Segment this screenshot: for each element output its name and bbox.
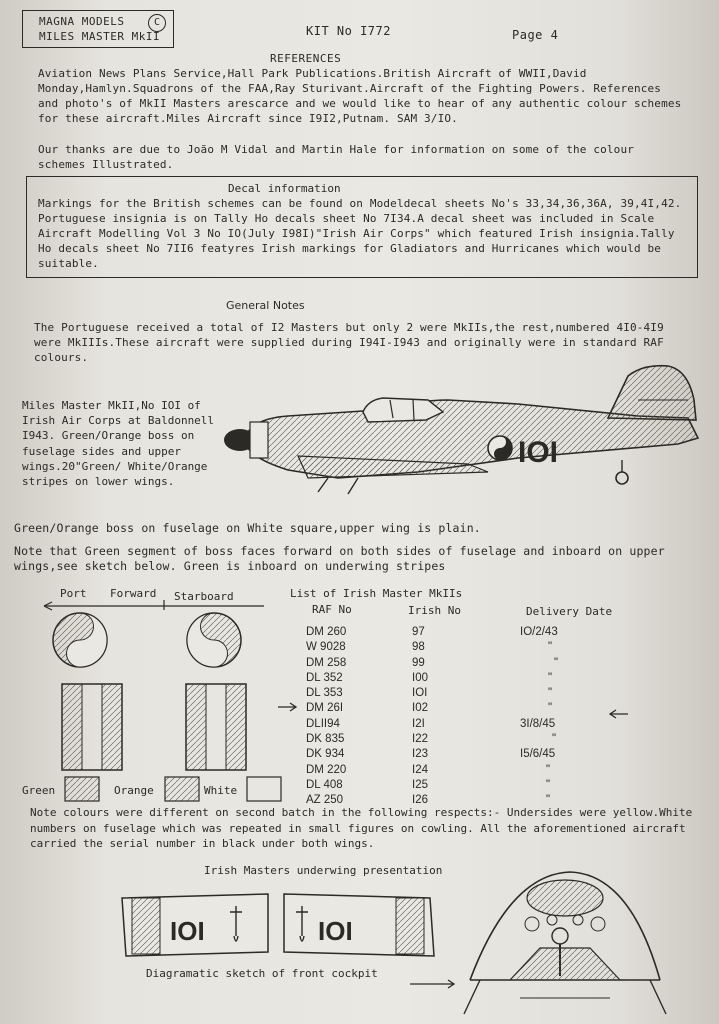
aircraft-serial-marking: IOI: [518, 436, 559, 469]
table-row: DM 26I: [306, 702, 344, 715]
raf-number-column: [306, 625, 386, 809]
decal-body: Markings for the British schemes can be found on Modeldecal sheets No's 33,34,36,36A, 39,4I,42. Portuguese insignia is on Tally Ho decals sheet No 7I34.A decal sheet was included in Scale Aircraft Modelling Vol 3 No IO(July I98I)"Irish Air Corps" which featured Irish insignia.Tally Ho decals sheet No 7II6 featyres Irish markings for Gladiators and Hurricanes which would be suitable.: [38, 197, 682, 270]
table-row: IO/2/43: [520, 626, 558, 638]
col-header-irish: Irish No: [408, 604, 461, 617]
cockpit-sketch: [460, 868, 670, 1018]
underwing-left-number: IOI: [170, 916, 205, 946]
table-row: DL 352: [306, 671, 343, 684]
aircraft-side-view-drawing: [218, 360, 708, 500]
decal-title: Decal information: [228, 182, 341, 195]
port-label: Port: [60, 587, 87, 600]
col-header-date: Delivery Date: [526, 605, 613, 618]
table-row: AZ 250: [306, 794, 344, 807]
serial-list-title: List of Irish Master MkIIs: [290, 587, 463, 600]
note-colours: Note colours were different on second batch in the following respects:- Undersides were yellow.White numbers on fuselage which was repeated in small figures on cowling. All the aforementioned aircraft carried the serial number in black under both wings.: [30, 806, 693, 850]
starboard-label: Starboard: [174, 590, 234, 603]
table-row: ": [546, 794, 551, 807]
table-row: 97: [412, 626, 425, 638]
table-row: DM 258: [306, 656, 347, 669]
col-header-raf: RAF No: [312, 603, 352, 616]
table-row: I00: [412, 671, 428, 684]
port-boss-icon: [50, 610, 110, 670]
cockpit-caption: Diagramatic sketch of front cockpit: [146, 967, 378, 980]
table-row: DL 353: [306, 687, 343, 700]
arrow-right-icon: [276, 701, 300, 713]
table-row: DL 408: [306, 778, 343, 791]
table-row: 98: [412, 641, 425, 654]
brand-line-2: MILES MASTER MkII: [39, 30, 161, 43]
underwing-title: Irish Masters underwing presentation: [204, 864, 443, 877]
table-row: I26: [412, 794, 428, 807]
table-row: I02: [412, 702, 428, 715]
table-row: I23: [412, 748, 428, 761]
page-number: Page 4: [512, 28, 559, 42]
delivery-date-column: [520, 625, 620, 809]
caption-arrow-icon: [408, 978, 458, 990]
legend-orange-swatch: [164, 776, 200, 802]
thanks-paragraph: Our thanks are due to João M Vidal and Martin Hale for information on some of the colour schemes Illustrated.: [38, 143, 634, 171]
starboard-boss-icon: [184, 610, 244, 670]
table-row: I2I: [412, 717, 425, 730]
legend-orange-label: Orange: [114, 784, 154, 797]
table-row: ": [554, 656, 559, 669]
table-row: 99: [412, 656, 425, 669]
table-row: I24: [412, 763, 428, 776]
table-row: DM 260: [306, 626, 347, 638]
table-row: IOI: [412, 687, 428, 700]
segment-note: Note that Green segment of boss faces forward on both sides of fuselage and inboard on upper wings,see sketch below. Green is inboard on underwing stripes: [14, 544, 665, 573]
table-row: ": [548, 687, 553, 700]
table-row: I5/6/45: [520, 748, 556, 761]
port-stripes-icon: [60, 682, 124, 772]
aircraft-description: Miles Master MkII,No IOI of Irish Air Corps at Baldonnell I943. Green/Orange boss on fuselage sides and upper wings.20"Green/ White/Orange stripes on lower wings.: [22, 399, 215, 489]
table-row: DK 835: [306, 733, 345, 746]
table-row: ": [548, 702, 553, 715]
legend-green-label: Green: [22, 784, 56, 797]
table-row: DM 220: [306, 763, 347, 776]
irish-number-column: [412, 625, 462, 809]
copyright-icon: C: [148, 14, 166, 32]
underwing-right-number: IOI: [318, 916, 353, 946]
references-body: Aviation News Plans Service,Hall Park Publications.British Aircraft of WWII,David Monday,Hamlyn.Squadrons of the FAA,Ray Sturivant.Aircraft of the Fighting Powers. References and photo's of MkII Masters arescarce and we would like to hear of any authentic colour schemes for these aircraft.Miles Aircraft since I9I2,Putnam. SAM 3/IO.: [38, 67, 682, 125]
legend-white-swatch: [246, 776, 282, 802]
starboard-stripes-icon: [184, 682, 248, 772]
general-notes-body: The Portuguese received a total of I2 Masters but only 2 were MkIIs,the rest,numbered 4I0-4I9 were MkIIIs.These aircraft were supplied during I94I-I943 and originally were in standard RAF colours.: [34, 321, 664, 364]
legend-white-label: White: [204, 784, 238, 797]
table-row: DLII94: [306, 717, 340, 730]
table-row: W 9028: [306, 641, 346, 654]
table-row: I25: [412, 778, 428, 791]
references-title: REFERENCES: [270, 52, 342, 65]
brand-line-1: MAGNA MODELS: [39, 15, 125, 28]
table-row: DK 934: [306, 748, 345, 761]
boss-note: Green/Orange boss on fuselage on White square,upper wing is plain.: [14, 521, 481, 535]
table-row: ": [548, 641, 553, 654]
arrow-left-icon: [606, 708, 630, 720]
table-row: ": [548, 671, 553, 684]
table-row: ": [552, 733, 557, 746]
table-row: ": [546, 778, 551, 791]
table-row: ": [546, 763, 551, 776]
forward-label: Forward: [110, 587, 157, 600]
legend-green-swatch: [64, 776, 100, 802]
table-row: 3I/8/45: [520, 717, 556, 730]
underwing-drawing: [118, 886, 438, 966]
table-row: I22: [412, 733, 428, 746]
kit-number: KIT No I772: [306, 24, 391, 38]
general-notes-title: General Notes: [226, 299, 305, 312]
